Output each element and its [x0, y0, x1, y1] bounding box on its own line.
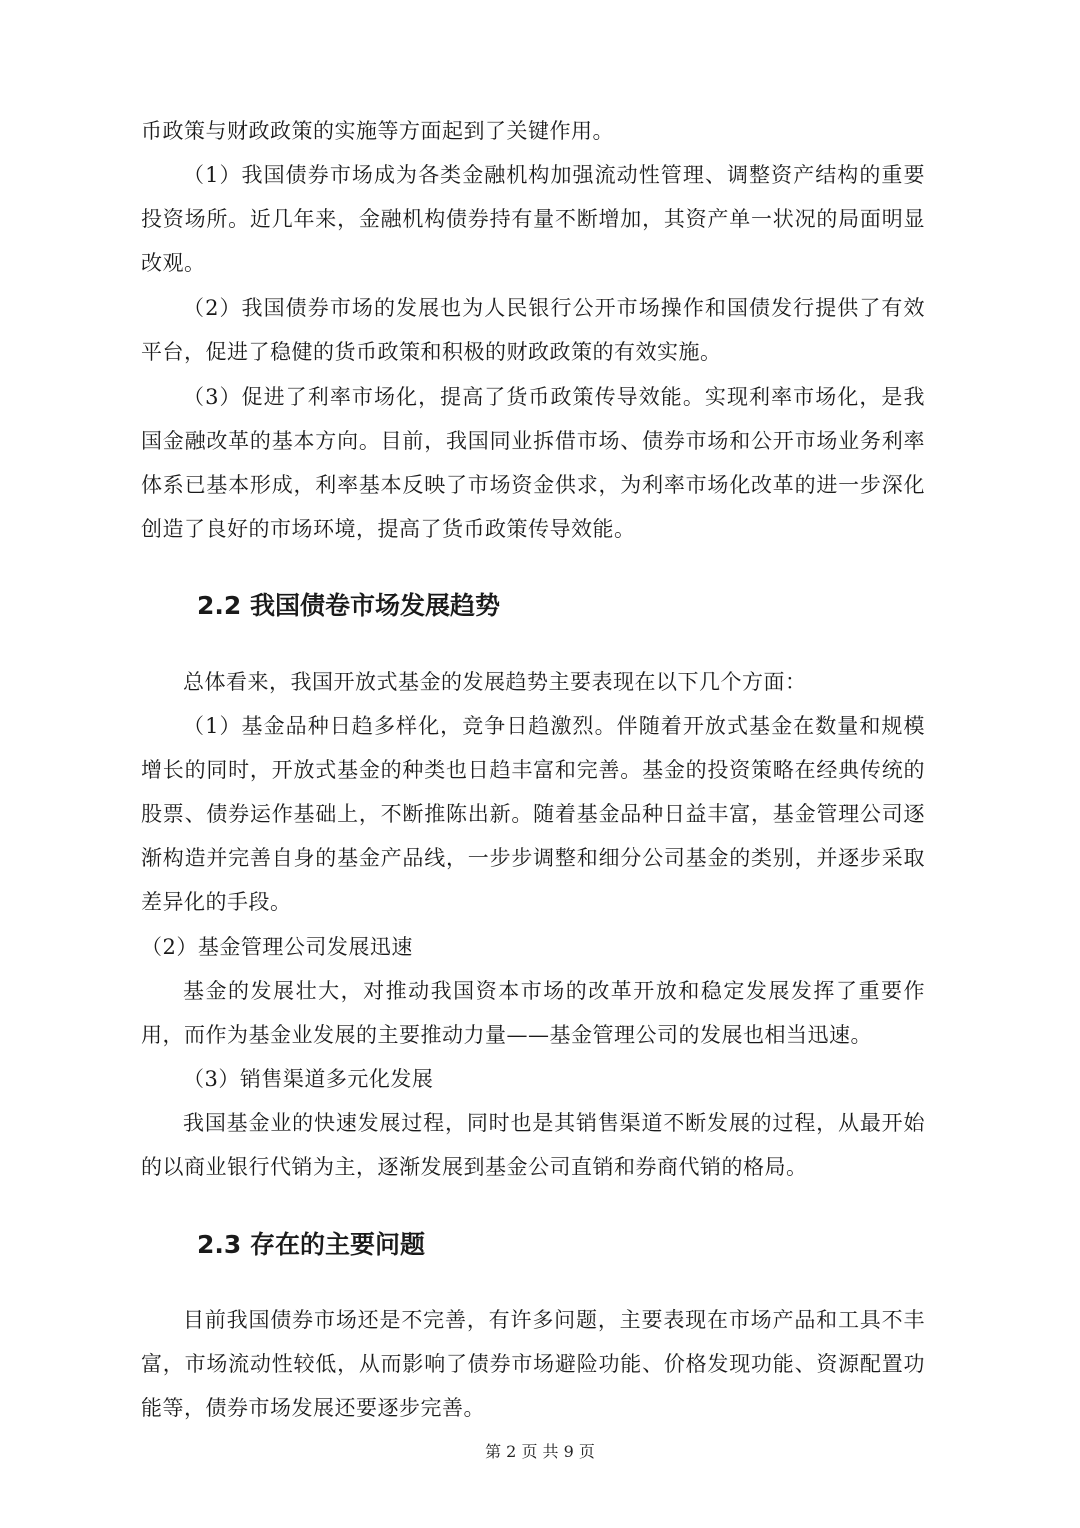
section-2-2-item-1: （1）基金品种日趋多样化，竞争日趋激烈。伴随着开放式基金在数量和规模增长的同时，开放式基金的种类也日趋丰富和完善。基金的投资策略在经典传统的股票、债券运作基础上，不断推陈出新。随着基金品种日益丰富，基金管理公司逐渐构造并完善自身的基金产品线，一步步调整和细分公司基金的类别，并逐步采取差异化的手段。	[141, 714, 925, 914]
paragraph-item-3: （3）促进了利率市场化，提高了货币政策传导效能。实现利率市场化，是我国金融改革的基本方向。目前，我国同业拆借市场、债券市场和公开市场业务利率体系已基本形成，利率基本反映了市场资金供求，为利率市场化改革的进一步深化创造了良好的市场环境，提高了货币政策传导效能。	[141, 385, 925, 541]
paragraph-continuation: 币政策与财政政策的实施等方面起到了关键作用。	[141, 119, 614, 143]
paragraph-item-2: （2）我国债券市场的发展也为人民银行公开市场操作和国债发行提供了有效平台，促进了稳健的货币政策和积极的财政政策的有效实施。	[141, 296, 925, 364]
section-2-3-body: 目前我国债券市场还是不完善，有许多问题，主要表现在市场产品和工具不丰富，市场流动性较低，从而影响了债券市场避险功能、价格发现功能、资源配置功能等，债券市场发展还要逐步完善。	[141, 1308, 925, 1420]
section-2-2-item-3-body: 我国基金业的快速发展过程，同时也是其销售渠道不断发展的过程，从最开始的以商业银行代销为主，逐渐发展到基金公司直销和券商代销的格局。	[141, 1111, 925, 1179]
section-2-2-item-2-body: 基金的发展壮大，对推动我国资本市场的改革开放和稳定发展发挥了重要作用，而作为基金业发展的主要推动力量——基金管理公司的发展也相当迅速。	[141, 979, 925, 1047]
paragraph-item-1: （1）我国债券市场成为各类金融机构加强流动性管理、调整资产结构的重要投资场所。近几年来，金融机构债券持有量不断增加，其资产单一状况的局面明显改观。	[141, 163, 925, 275]
page-number-footer: 第 2 页 共 9 页	[485, 1442, 595, 1461]
section-heading-2-2: 2.2 我国债卷市场发展趋势	[197, 591, 500, 620]
section-heading-2-3: 2.3 存在的主要问题	[197, 1230, 425, 1259]
section-2-2-item-3-title: （3）销售渠道多元化发展	[183, 1067, 434, 1091]
section-2-2-item-2-title: （2）基金管理公司发展迅速	[141, 935, 413, 959]
section-2-2-intro: 总体看来，我国开放式基金的发展趋势主要表现在以下几个方面：	[183, 670, 807, 694]
